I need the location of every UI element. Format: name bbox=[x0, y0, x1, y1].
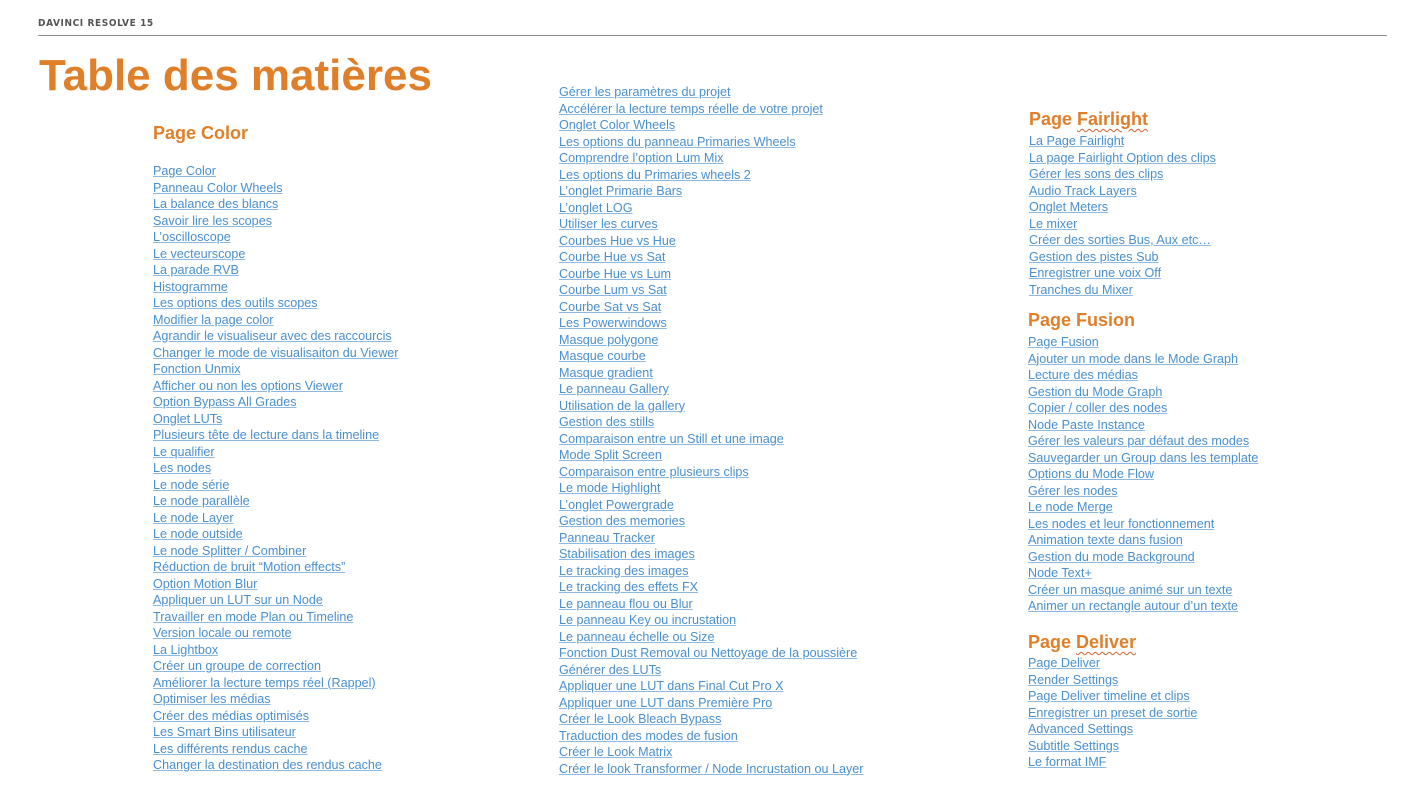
toc-link-deliver[interactable]: Page Deliver timeline et clips bbox=[1028, 689, 1190, 703]
toc-link-color[interactable]: La balance des blancs bbox=[153, 197, 279, 211]
toc-link-color-continued[interactable]: Créer le Look Matrix bbox=[559, 745, 673, 759]
toc-link-color-continued[interactable]: Générer des LUTs bbox=[559, 662, 662, 677]
toc-link-fusion[interactable]: Les nodes et leur fonctionnement bbox=[1028, 516, 1215, 531]
toc-link-fairlight[interactable]: La Page Fairlight bbox=[1029, 134, 1125, 148]
toc-link-color[interactable]: Onglet LUTs bbox=[153, 411, 223, 426]
toc-link-color-continued[interactable]: Courbes Hue vs Hue bbox=[559, 233, 676, 248]
toc-link-color[interactable]: Le node série bbox=[153, 477, 230, 492]
toc-link-color[interactable]: Créer un groupe de correction bbox=[153, 659, 322, 673]
toc-link-deliver[interactable]: Page Deliver bbox=[1028, 656, 1101, 670]
toc-link-color-continued[interactable]: Appliquer une LUT dans Première Pro bbox=[559, 695, 773, 710]
toc-link-color[interactable]: Savoir lire les scopes bbox=[153, 213, 272, 228]
toc-link-color[interactable]: Appliquer un LUT sur un Node bbox=[153, 593, 323, 607]
toc-link-color[interactable]: Le node outside bbox=[153, 527, 243, 541]
toc-link-color-continued[interactable]: Gestion des memories bbox=[559, 514, 685, 528]
toc-link-color[interactable]: Les nodes bbox=[153, 461, 212, 475]
toc-link-color-continued[interactable]: Fonction Dust Removal ou Nettoyage de la poussière bbox=[559, 646, 858, 660]
toc-link-deliver[interactable]: Enregistrer un preset de sortie bbox=[1028, 705, 1198, 720]
toc-link-color[interactable]: Modifier la page color bbox=[153, 312, 274, 327]
toc-list-fusion bbox=[1028, 334, 1258, 615]
toc-link-color-continued[interactable]: Masque gradient bbox=[559, 365, 653, 380]
toc-link-color-continued[interactable]: Courbe Lum vs Sat bbox=[559, 283, 667, 297]
toc-link-color[interactable]: Panneau Color Wheels bbox=[153, 180, 283, 195]
toc-link-fusion[interactable]: Gérer les nodes bbox=[1028, 483, 1118, 498]
toc-link-color-continued[interactable]: Créer le Look Bleach Bypass bbox=[559, 712, 722, 726]
section-title-deliver-prefix: Page bbox=[1028, 632, 1077, 652]
section-title-color: Page Color bbox=[153, 123, 249, 143]
toc-link-color-continued[interactable]: Onglet Color Wheels bbox=[559, 118, 676, 132]
toc-link-fairlight[interactable]: Gérer les sons des clips bbox=[1029, 167, 1164, 181]
toc-link-fairlight[interactable]: La page Fairlight Option des clips bbox=[1029, 150, 1216, 165]
toc-link-fusion[interactable]: Gérer les valeurs par défaut des modes bbox=[1028, 434, 1250, 448]
page-title: Table des matières bbox=[39, 51, 432, 100]
toc-link-fairlight[interactable]: Le mixer bbox=[1029, 216, 1078, 231]
toc-link-color-continued[interactable]: Les options du Primaries wheels 2 bbox=[559, 167, 751, 182]
toc-link-fairlight[interactable]: Tranches du Mixer bbox=[1029, 282, 1133, 297]
toc-link-fusion[interactable]: Ajouter un mode dans le Mode Graph bbox=[1028, 351, 1239, 366]
toc-link-color-continued[interactable]: Stabilisation des images bbox=[559, 547, 695, 561]
toc-link-color-continued[interactable]: Courbe Sat vs Sat bbox=[559, 299, 662, 314]
toc-link-color[interactable]: Fonction Unmix bbox=[153, 362, 241, 376]
toc-link-color[interactable]: Le vecteurscope bbox=[153, 246, 246, 261]
toc-link-fusion[interactable]: Le node Merge bbox=[1028, 500, 1113, 514]
toc-link-fairlight[interactable]: Gestion des pistes Sub bbox=[1029, 249, 1159, 264]
toc-link-color[interactable]: Agrandir le visualiseur avec des raccourcis bbox=[153, 329, 392, 343]
toc-link-color[interactable]: Plusieurs tête de lecture dans la timeline bbox=[153, 428, 380, 442]
toc-link-color[interactable]: Version locale ou remote bbox=[153, 626, 292, 640]
section-title-deliver bbox=[1028, 633, 1136, 653]
section-title-deliver-word: Deliver bbox=[1076, 632, 1137, 652]
toc-link-fairlight[interactable]: Créer des sorties Bus, Aux etc… bbox=[1029, 233, 1211, 247]
toc-link-color-continued[interactable]: Le tracking des images bbox=[559, 563, 689, 578]
toc-link-fusion[interactable]: Animer un rectangle autour d’un texte bbox=[1028, 599, 1239, 613]
toc-link-color[interactable]: Les options des outils scopes bbox=[153, 296, 318, 310]
toc-link-color-continued[interactable]: Utilisation de la gallery bbox=[559, 398, 685, 413]
toc-link-fusion[interactable]: Copier / coller des nodes bbox=[1028, 401, 1168, 415]
toc-link-fusion[interactable]: Animation texte dans fusion bbox=[1028, 533, 1183, 547]
toc-link-fusion[interactable]: Node Paste Instance bbox=[1028, 417, 1145, 432]
toc-link-fairlight[interactable]: Audio Track Layers bbox=[1029, 183, 1137, 198]
toc-link-color[interactable]: Le node parallèle bbox=[153, 494, 250, 508]
toc-link-color-continued[interactable]: Masque courbe bbox=[559, 349, 646, 363]
toc-link-color-continued[interactable]: Le tracking des effets FX bbox=[559, 580, 699, 594]
section-title-fusion: Page Fusion bbox=[1028, 310, 1136, 330]
toc-link-color[interactable]: Afficher ou non les options Viewer bbox=[153, 378, 343, 393]
toc-link-color-continued[interactable]: Le mode Highlight bbox=[559, 481, 661, 495]
toc-link-color-continued[interactable]: Comprendre l’option Lum Mix bbox=[559, 151, 724, 165]
toc-link-fusion[interactable]: Sauvegarder un Group dans les template bbox=[1028, 450, 1259, 465]
toc-link-deliver[interactable]: Advanced Settings bbox=[1028, 722, 1134, 736]
toc-link-color-continued[interactable]: Le panneau Key ou incrustation bbox=[559, 613, 737, 627]
toc-link-fairlight[interactable]: Enregistrer une voix Off bbox=[1029, 266, 1162, 280]
toc-link-color[interactable]: La Lightbox bbox=[153, 642, 219, 657]
toc-link-color-continued[interactable]: Gérer les paramètres du projet bbox=[559, 85, 731, 99]
toc-link-color[interactable]: L’oscilloscope bbox=[153, 230, 231, 244]
toc-link-color[interactable]: La parade RVB bbox=[153, 263, 239, 277]
toc-list-color bbox=[153, 163, 399, 774]
toc-link-deliver[interactable]: Le format IMF bbox=[1028, 755, 1107, 769]
toc-link-color[interactable]: Le qualifier bbox=[153, 444, 215, 459]
toc-link-color-continued[interactable]: L’onglet LOG bbox=[559, 200, 633, 215]
toc-list-deliver bbox=[1028, 655, 1197, 771]
toc-list-color-continued bbox=[559, 84, 864, 777]
toc-link-color-continued[interactable]: Le panneau flou ou Blur bbox=[559, 596, 693, 611]
toc-link-color-continued[interactable]: L’onglet Powergrade bbox=[559, 497, 674, 512]
toc-link-color[interactable]: Améliorer la lecture temps réel (Rappel) bbox=[153, 675, 376, 690]
toc-link-color-continued[interactable]: Accélérer la lecture temps réelle de votre projet bbox=[559, 101, 823, 116]
toc-link-color-continued[interactable]: Les Powerwindows bbox=[559, 316, 667, 330]
toc-link-color[interactable]: Les différents rendus cache bbox=[153, 741, 308, 756]
toc-link-color[interactable]: Histogramme bbox=[153, 279, 228, 294]
toc-link-color-continued[interactable]: Gestion des stills bbox=[559, 415, 655, 429]
toc-link-color-continued[interactable]: Les options du panneau Primaries Wheels bbox=[559, 134, 796, 149]
toc-link-color-continued[interactable]: Appliquer une LUT dans Final Cut Pro X bbox=[559, 679, 784, 693]
toc-link-color-continued[interactable]: Créer le look Transformer / Node Incrustation ou Layer bbox=[559, 761, 864, 776]
toc-link-color[interactable]: Les Smart Bins utilisateur bbox=[153, 725, 296, 739]
section-title-fairlight bbox=[1029, 110, 1148, 130]
toc-link-color[interactable]: Réduction de bruit “Motion effects” bbox=[153, 560, 346, 574]
toc-link-color-continued[interactable]: Panneau Tracker bbox=[559, 530, 655, 545]
toc-link-color[interactable]: Créer des médias optimisés bbox=[153, 708, 310, 723]
toc-link-color[interactable]: Le node Splitter / Combiner bbox=[153, 543, 307, 558]
toc-link-color-continued[interactable]: Masque polygone bbox=[559, 332, 659, 347]
toc-link-color[interactable]: Option Motion Blur bbox=[153, 576, 258, 591]
toc-link-color-continued[interactable]: Mode Split Screen bbox=[559, 448, 662, 462]
toc-link-fusion[interactable]: Créer un masque animé sur un texte bbox=[1028, 582, 1233, 597]
toc-link-color[interactable]: Changer le mode de visualisaiton du Viewer bbox=[153, 345, 399, 360]
toc-link-color-continued[interactable]: Courbe Hue vs Lum bbox=[559, 266, 671, 281]
document-header-label: DAVINCI RESOLVE 15 bbox=[38, 18, 154, 29]
toc-link-color[interactable]: Changer la destination des rendus cache bbox=[153, 758, 382, 772]
toc-link-color[interactable]: Page Color bbox=[153, 164, 217, 178]
toc-list-fairlight bbox=[1029, 133, 1216, 298]
toc-link-color-continued[interactable]: Traduction des modes de fusion bbox=[559, 728, 738, 743]
section-title-fairlight-word: Fairlight bbox=[1077, 109, 1149, 129]
toc-link-color-continued[interactable]: Le panneau échelle ou Size bbox=[559, 629, 715, 644]
toc-link-color-continued[interactable]: Comparaison entre plusieurs clips bbox=[559, 464, 749, 479]
toc-link-deliver[interactable]: Render Settings bbox=[1028, 672, 1119, 687]
toc-link-color[interactable]: Optimiser les médias bbox=[153, 692, 271, 706]
header-rule bbox=[38, 35, 1387, 36]
toc-link-fusion[interactable]: Page Fusion bbox=[1028, 335, 1099, 349]
toc-link-fusion[interactable]: Lecture des médias bbox=[1028, 368, 1138, 382]
toc-link-color-continued[interactable]: Comparaison entre un Still et une image bbox=[559, 431, 784, 446]
toc-link-fairlight[interactable]: Onglet Meters bbox=[1029, 200, 1109, 214]
toc-link-fusion[interactable]: Gestion du Mode Graph bbox=[1028, 384, 1163, 399]
toc-link-color-continued[interactable]: Le panneau Gallery bbox=[559, 382, 669, 396]
toc-link-deliver[interactable]: Subtitle Settings bbox=[1028, 738, 1120, 753]
toc-link-fusion[interactable]: Node Text+ bbox=[1028, 566, 1092, 580]
toc-link-color[interactable]: Travailler en mode Plan ou Timeline bbox=[153, 609, 354, 624]
toc-link-color[interactable]: Option Bypass All Grades bbox=[153, 395, 297, 409]
toc-link-color-continued[interactable]: L’onglet Primarie Bars bbox=[559, 184, 683, 198]
toc-link-color-continued[interactable]: Utiliser les curves bbox=[559, 217, 658, 231]
toc-link-fusion[interactable]: Gestion du mode Background bbox=[1028, 549, 1195, 564]
section-title-fairlight-prefix: Page bbox=[1029, 109, 1078, 129]
toc-link-color-continued[interactable]: Courbe Hue vs Sat bbox=[559, 250, 666, 264]
toc-link-color[interactable]: Le node Layer bbox=[153, 510, 234, 525]
toc-link-fusion[interactable]: Options du Mode Flow bbox=[1028, 467, 1154, 481]
